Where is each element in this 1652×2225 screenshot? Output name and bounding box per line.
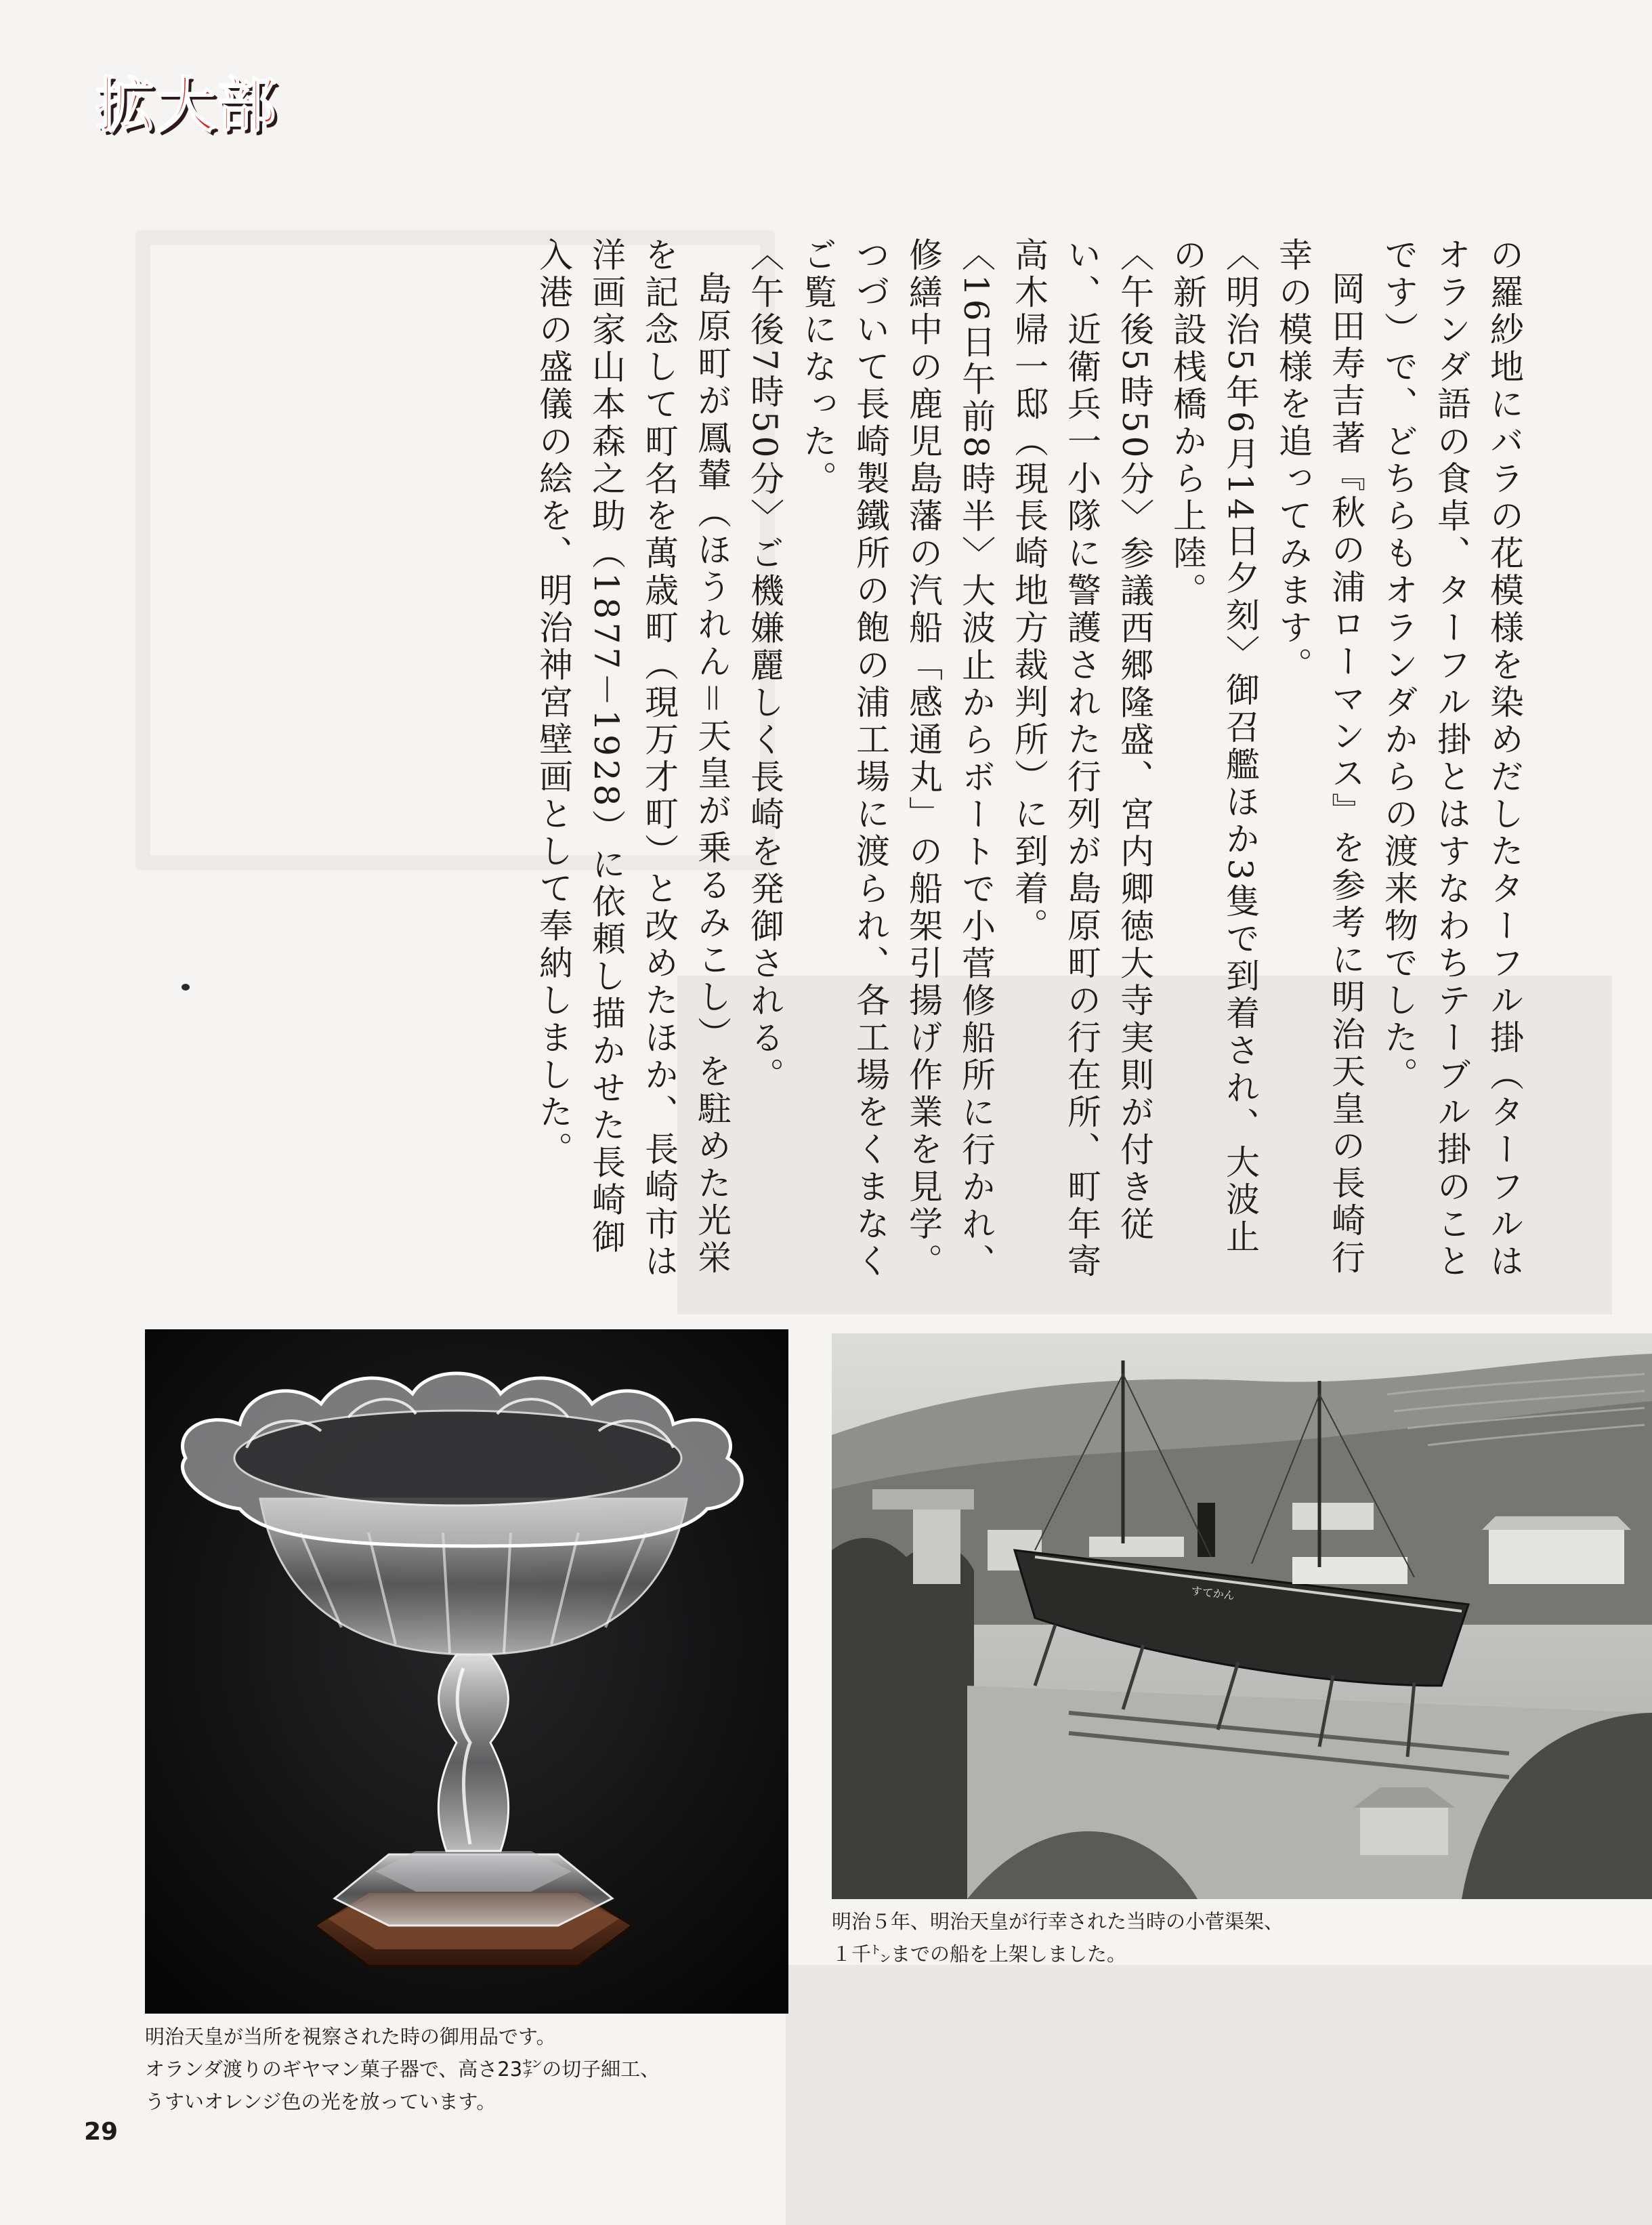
caption-line: １千㌧までの船を上架しました。 [832,1942,1127,1966]
reverse-side-show-through-bottom [786,1965,1652,2225]
article-paragraph: 〈16日午前8時半〉大波止からボートで小菅修船所に行かれ、修繕中の鹿児島藩の汽船「感通丸」の船架引揚げ作業を見学。つづいて長崎製鐵所の飽の浦工場に渡られ、各工場をくまなくご覧になった。 [798,237,996,1281]
ship-hull-marking: すてかん [1190,1584,1235,1602]
enlarged-section-badge: 拡大部 [95,70,278,140]
slipway-ship-photo [832,1333,1652,1899]
paper-speck [182,984,190,991]
caption-line: うすいオレンジ色の光を放っています。 [145,2090,496,2113]
caption-line: オランダ渡りのギヤマン菓子器で、高さ23㌢の切子細工、 [145,2058,660,2081]
compote-photo-caption [145,2020,660,2118]
article-paragraph: 島原町が鳳輦（ほうれん＝天皇が乗るみこし）を駐めた光栄を記念して町名を萬歳町（現万才町）と改めたほか、長崎市は洋画家山本森之助（1877－1928）に依頼し描かせた長崎御入港の盛儀の絵を、明治神宮壁画として奉納しました。 [534,237,732,1281]
crystal-compote-photo [145,1329,788,2014]
slipway-ship-illustration [832,1333,1652,1899]
article-paragraph: 〈午後7時50分〉ご機嫌麗しく長崎を発御される。 [745,237,784,1095]
caption-line: 明治天皇が当所を視察された時の御用品です。 [145,2025,556,2048]
caption-line: 明治５年、明治天皇が行幸された当時の小菅渠架、 [832,1910,1284,1933]
slipway-photo-caption [832,1905,1284,1970]
article-paragraph: の羅紗地にバラの花模様を染めだしたターフル掛（ターフルはオランダ語の食卓、ターフル掛とはすなわちテーブル掛のことです）で、どちらもオランダからの渡来物でした。 [1379,237,1524,1281]
article-body [129,237,1531,1287]
crystal-compote-illustration [145,1329,788,2014]
article-paragraph: 岡田寿吉著『秋の浦ローマンス』を参考に明治天皇の長崎行幸の模様を追ってみます。 [1273,237,1365,1277]
page-number: 29 [84,2118,119,2146]
article-paragraph: 〈午後5時50分〉参議西郷隆盛、宮内卿徳大寺実則が付き従い、近衛兵一小隊に警護された行列が島原町の行在所、町年寄高木帰一邸（現長崎地方裁判所）に到着。 [1009,237,1154,1281]
article-paragraph: 〈明治5年6月14日夕刻〉御召艦ほか3隻で到着され、大波止の新設桟橋から上陸。 [1168,237,1260,1257]
